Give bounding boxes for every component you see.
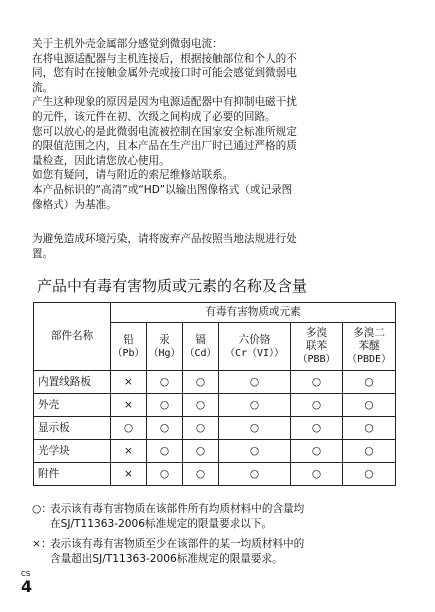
text-line: 流。 [32,81,54,94]
safety-note-paragraph [32,37,392,212]
table-row [34,394,396,417]
substance-header-chromium [219,323,291,371]
substance-name: 六价铬 [238,333,271,346]
text-line: 含量超出SJ/T11363-2006标准规定的限量要求。 [50,553,283,565]
substance-header-mercury [147,323,183,371]
content-mark: ○ [147,440,183,463]
substance-symbol: （Cr（VI）） [224,347,285,359]
content-mark: ○ [343,371,396,394]
content-mark: × [111,394,147,417]
substance-symbol: （PBDE） [346,354,392,365]
content-mark: ○ [183,463,219,486]
page-number: 4 [21,577,33,596]
text-line: 产生这种现象的原因是因为电源适配器中有抑制电磁干扰 [32,96,297,109]
text-line: 表示该有毒有害物质在该部件所有均质材料中的含量均 [50,503,305,515]
content-mark: ○ [219,394,291,417]
content-mark: ○ [219,417,291,440]
part-name-header: 部件名称 [34,303,111,371]
content-mark: × [111,371,147,394]
text-line: 在将电源适配器与主机连接后，根据接触部位和个人的不 [32,52,297,65]
content-mark: ○ [219,371,291,394]
substance-header-pbde [343,323,396,371]
content-mark: ○ [147,463,183,486]
text-line: 为避免造成环境污染，请将废弃产品按照当地法规进行处 [32,233,297,245]
content-mark: ○ [147,394,183,417]
content-mark: ○ [291,417,343,440]
text-line: 关于主机外壳金属部分感觉到微弱电流： [32,38,223,50]
table-row [34,371,396,394]
note-cross [32,537,394,567]
note-symbol: ○： [32,503,52,515]
text-line: 像格式）为基准。 [32,198,117,211]
note-circle [32,502,394,532]
language-code: CS [21,570,31,578]
content-mark: ○ [343,394,396,417]
part-name: 内置线路板 [34,371,111,394]
part-name: 显示板 [34,417,111,440]
table-notes [32,502,394,572]
text-line: 表示该有毒有害物质至少在该部件的某一均质材料中的 [50,538,305,550]
part-name: 附件 [34,463,111,486]
content-mark: ○ [343,440,396,463]
text-line: 在SJ/T11363-2006标准规定的限量要求以下。 [50,518,273,530]
table-row [34,417,396,440]
substance-name: 铅 [123,333,134,346]
content-mark: ○ [291,371,343,394]
content-mark: ○ [147,417,183,440]
text-line: 量检查，因此请您放心使用。 [32,154,170,167]
table-row [34,463,396,486]
content-mark: ○ [147,371,183,394]
substance-symbol: （Pb） [112,347,145,359]
note-text [50,537,304,567]
content-mark: ○ [219,440,291,463]
text-line: 同，您有时在接触金属外壳或接口时可能会感觉到微弱电 [32,67,297,80]
content-mark: ○ [291,394,343,417]
content-mark: ○ [183,440,219,463]
text-line: 本产品标识的“高清”或“HD”以输出图像格式（或记录图 [32,183,293,196]
content-mark: × [111,440,147,463]
content-mark: × [111,463,147,486]
content-mark: ○ [183,417,219,440]
substance-header-cadmium [183,323,219,371]
text-line: 的限值范围之内，且本产品在生产出厂时已通过严格的质 [32,140,297,153]
hazardous-substance-table [33,302,396,486]
substance-symbol: （Cd） [184,347,217,359]
disposal-paragraph [32,232,392,261]
content-mark: ○ [343,463,396,486]
section-title: 产品中有毒有害物质或元素的名称及含量 [37,277,308,295]
text-line: 您可以放心的是此微弱电流被控制在国家安全标准所规定 [32,125,297,138]
substance-group-header: 有毒有害物质或元素 [111,303,396,323]
content-mark: ○ [291,463,343,486]
text-line: 如您有疑问，请与附近的索尼维修站联系。 [32,169,234,182]
note-symbol: ×： [32,538,52,550]
note-text [50,502,304,532]
substance-name: 多溴联苯 [305,327,328,352]
table-row [34,440,396,463]
substance-symbol: （Hg） [148,347,181,359]
text-line: 的元件，该元件在初、次级之间构成了必要的回路。 [32,110,276,123]
content-mark: ○ [183,371,219,394]
part-name: 光学块 [34,440,111,463]
text-line: 置。 [32,247,54,260]
content-mark: ○ [111,417,147,440]
substance-symbol: （PBB） [297,354,336,365]
substance-name: 多溴二苯醚 [353,327,385,352]
content-mark: ○ [291,440,343,463]
content-mark: ○ [343,417,396,440]
content-mark: ○ [183,394,219,417]
substance-name: 汞 [159,333,170,346]
content-mark: ○ [219,463,291,486]
substance-header-lead [111,323,147,371]
part-name: 外壳 [34,394,111,417]
substance-header-pbb [291,323,343,371]
substance-name: 镉 [195,333,206,346]
